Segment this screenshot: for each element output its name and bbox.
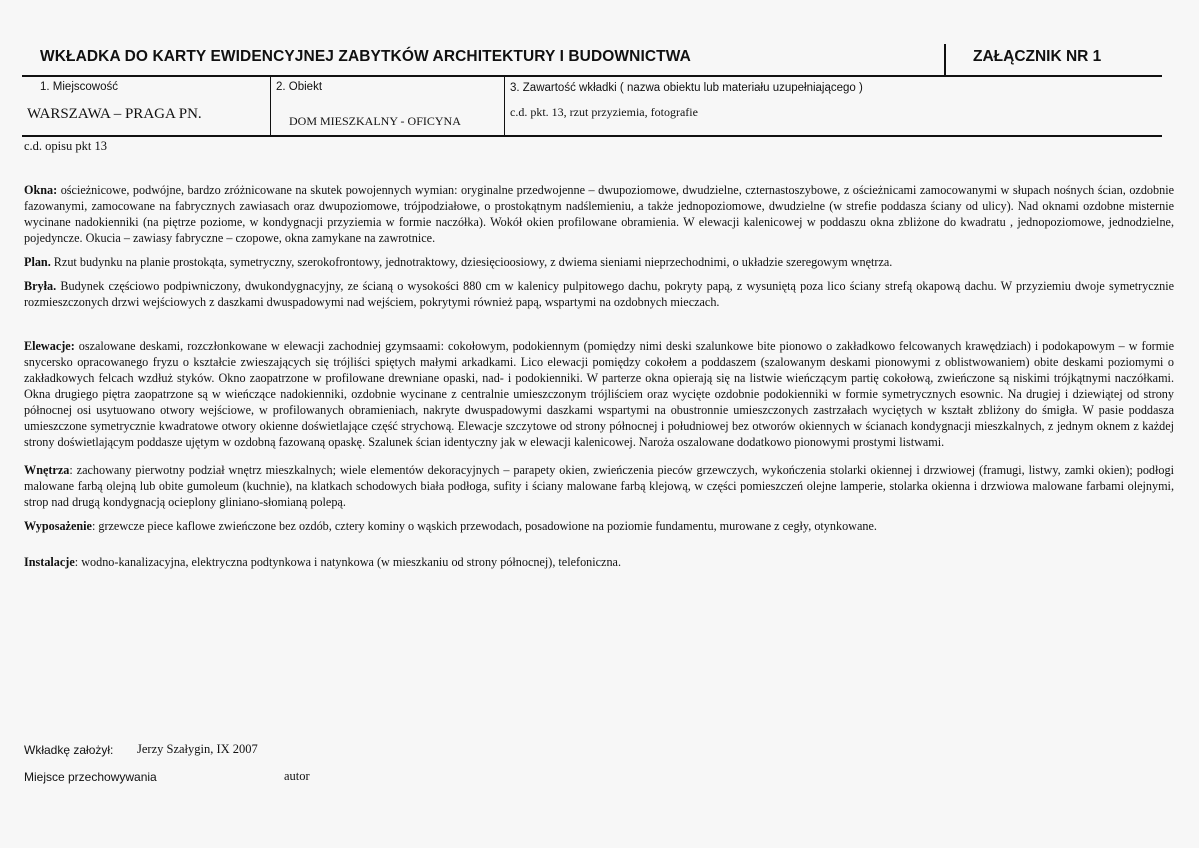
section-okna: [24, 182, 1174, 246]
prepared-value: Jerzy Szałygin, IX 2007: [137, 742, 258, 756]
section-text: ościeżnicowe, podwójne, bardzo zróżnicowane na skutek powojennych wymian: oryginalne przedwojenne – dwupoziomowe, dwudzielne, czternastoszybowe, z ościeżnicami zamocowanymi w słupach nośnych ścian, ozdobnie fazowanymi, zamocowane na fabrycznych zawiasach oraz dwupoziomowe, trójpodziałowe, o prostokątnym nadślemieniu, a także jednopoziomowe, dwudzielne (w strefie poddasza ściany od ulicy). Nad oknami ozdobne misternie wycinane nadokienniki (na piętrze poziome, w kondygnacji przyziemia w formie naczółka). Wokół okien profilowane obramienia. W elewacji kalenicowej w poddaszu okna zbliżone do kwadratu , jednopoziomowe, jednodzielne, pojedyncze. Okucia – zawiasy fabryczne – czopowe, okna zamykane na zawrotnice.: [24, 183, 1174, 245]
section-text: Rzut budynku na planie prostokąta, symetryczny, szerokofrontowy, jednotraktowy, dziesięcioosiowy, z dwiema sieniami nieprzechodnimi, o układzie szeregowym wnętrza.: [50, 255, 893, 269]
storage-label: Miejsce przechowywania: [24, 770, 157, 784]
section-wyposazenie: [24, 518, 1174, 534]
section-text: : wodno-kanalizacyjna, elektryczna podtynkowa i natynkowa (w mieszkaniu od strony północnej), telefoniczna.: [74, 555, 622, 569]
section-elewacje: [24, 338, 1174, 450]
section-heading: Wyposażenie: [24, 519, 92, 533]
contents-value: c.d. pkt. 13, rzut przyziemia, fotografie: [510, 105, 698, 119]
object-label: 2. Obiekt: [276, 81, 323, 93]
annex-number: ZAŁĄCZNIK NR 1: [973, 48, 1102, 65]
section-bryla: [24, 278, 1174, 310]
storage-value: autor: [284, 769, 310, 783]
section-heading: Instalacje: [24, 555, 75, 569]
locality-label: 1. Miejscowość: [40, 81, 118, 93]
section-heading: Elewacje:: [24, 339, 75, 353]
field-divider-2: [504, 76, 505, 136]
section-wnetrza: [24, 462, 1174, 510]
description-body: [24, 182, 1174, 578]
section-text: : zachowany pierwotny podział wnętrz mieszkalnych; wiele elementów dekoracyjnych – parapety okien, zwieńczenia pieców grzewczych, wykończenia stolarki okiennej i drzwiowej (framugi, listwy, zamki okien); podłogi malowane farbą olejną lub obite gumoleum (kuchnie), na klatkach schodowych biała podłoga, sufity i ściany malowane farbą klejową, w części pomieszczeń olejne lamperie, stolarka okienna i drzwiowa malowane farbami olejnymi, strop nad drugą kondygnacją ocieplony gliniano-słomianą polepą.: [24, 463, 1174, 509]
section-text: Budynek częściowo podpiwniczony, dwukondygnacyjny, ze ścianą o wysokości 880 cm w kalenicy pulpitowego dachu, pokryty papą, z wysuniętą poza lico ściany strefą okapową dachu. W przyziemiu dwoje symetrycznie rozmieszczonych drzwi wejściowych z daszkami dwuspadowymi nad wejściem, pokrytymi również papą, wspartymi na ozdobnych mieczach.: [24, 279, 1174, 309]
page-title: WKŁADKA DO KARTY EWIDENCYJNEJ ZABYTKÓW ARCHITEKTURY I BUDOWNICTWA: [40, 48, 691, 65]
fields-rule: [22, 135, 1162, 137]
contents-label: 3. Zawartość wkładki ( nazwa obiektu lub materiału uzupełniającego ): [510, 82, 863, 94]
section-text: oszalowane deskami, rozczłonkowane w elewacji zachodniej gzymsaami: cokołowym, podokiennym (pomiędzy nimi deski szalunkowe bite pionowo o zakładkowo felcowanych krawędziach) i podokapowym – w formie snycersko opracowanego fryzu o kształcie zwieszających się trójliści spiętych małymi arkadkami. Lico elewacji pomiędzy cokołem a poddaszem (szalowanym deskami pionowymi z oblistwowaniem) obite deskami poziomymi o zakładkowych felcach wzdłuż styków. Okno zaopatrzone w profilowane drewniane opaski, nad- i podokienniki. W parterze okna opierają się na listwie wieńczącym partię cokołową, zwieńczone są niskimi trójkątnymi naczółkami. Okna drugiego piętra zaopatrzone są w wieńczące nadokienniki, ozdobnie wycinane z centralnie umieszczonym trójliściem oraz wycięte ozdobnie podokienniki w formie symetrycznych esownic. Na drugiej i dziewiątej od strony północnej osi usytuowano otwory wejściowe, w profilowanych obramieniach, nakryte dwuspadowymi daszkami wspartymi na obustronnie umieszczonych zastrzałach wyciętych w kształt zbliżony do śmigła. W pasie poddasza umieszczone symetrycznie kwadratowe otwory okienne doświetlające część strychową. Elewacje szczytowe od strony północnej i południowej bez otworów okiennych w ścianach kondygnacji mieszkalnych, z jednym oknem z każdej strony doświetlającym poddasze ujętym w ozdobną fazowaną opaskę. Szalunek ścian identyczny jak w elewacji kalenicowej. Naroża oszalowane dodatkowo pionowymi prostymi listwami.: [24, 339, 1174, 449]
section-plan: [24, 254, 1174, 270]
section-instalacje: [24, 554, 1174, 570]
object-value: DOM MIESZKALNY - OFICYNA: [289, 114, 461, 128]
continuation-note: c.d. opisu pkt 13: [24, 139, 107, 153]
prepared-label: Wkładkę założył:: [24, 743, 114, 757]
field-divider-1: [270, 76, 271, 136]
header-rule: [22, 75, 1162, 77]
locality-value: WARSZAWA – PRAGA PN.: [27, 106, 202, 122]
section-heading: Wnętrza: [24, 463, 70, 477]
section-heading: Okna:: [24, 183, 58, 197]
section-heading: Plan.: [24, 255, 51, 269]
header-divider: [944, 44, 946, 75]
section-heading: Bryła.: [24, 279, 57, 293]
section-text: : grzewcze piece kaflowe zwieńczone bez ozdób, cztery kominy o wąskich przewodach, posadowione na poziomie fundamentu, murowane z cegły, otynkowane.: [91, 519, 877, 533]
